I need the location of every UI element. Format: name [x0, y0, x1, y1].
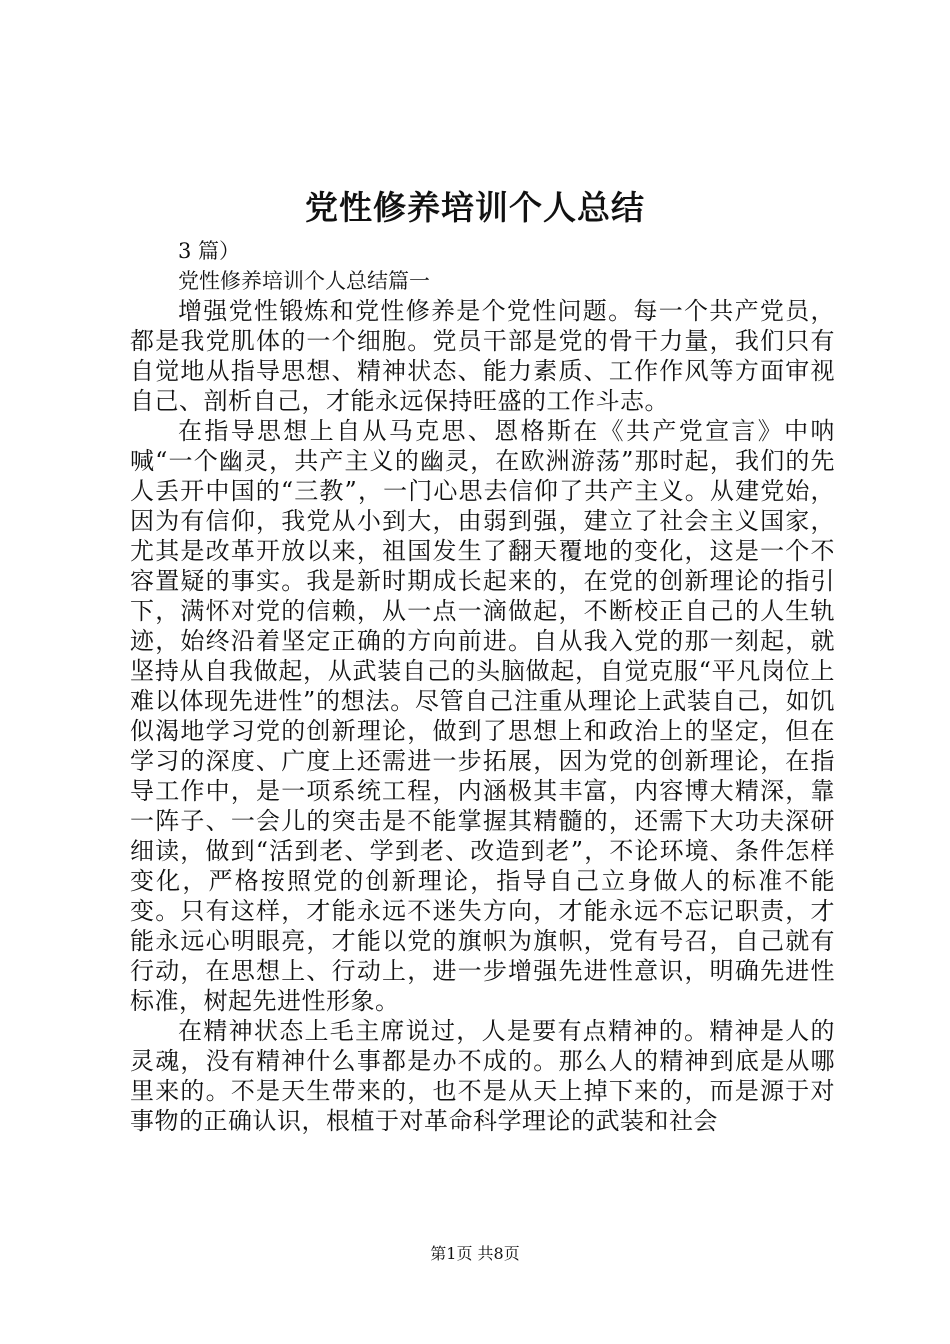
count-note: 3 篇）	[178, 239, 241, 263]
body-text	[130, 296, 835, 1136]
page-title: 党性修养培训个人总结	[305, 188, 645, 227]
paragraph: 增强党性锻炼和党性修养是个党性问题。每一个共产党员，都是我党肌体的一个细胞。党员干部是党的骨干力量，我们只有自觉地从指导思想、精神状态、能力素质、工作作风等方面审视自己、剖析自己，才能永远保持旺盛的工作斗志。	[130, 297, 835, 415]
paragraph: 在指导思想上自从马克思、恩格斯在《共产党宣言》中呐喊“一个幽灵，共产主义的幽灵，在欧洲游荡”那时起，我们的先人丢开中国的“三教”，一门心思去信仰了共产主义。从建党始，因为有信仰，我党从小到大，由弱到强，建立了社会主义国家，尤其是改革开放以来，祖国发生了翻天覆地的变化，这是一个不容置疑的事实。我是新时期成长起来的，在党的创新理论的指引下，满怀对党的信赖，从一点一滴做起，不断校正自己的人生轨迹，始终沿着坚定正确的方向前进。自从我入党的那一刻起，就坚持从自我做起，从武装自己的头脑做起，自觉克服“平凡岗位上难以体现先进性”的想法。尽管自己注重从理论上武装自己，如饥似渴地学习党的创新理论，做到了思想上和政治上的坚定，但在学习的深度、广度上还需进一步拓展，因为党的创新理论，在指导工作中，是一项系统工程，内涵极其丰富，内容博大精深，靠一阵子、一会儿的突击是不能掌握其精髓的，还需下大功夫深研细读，做到“活到老、学到老、改造到老”，不论环境、条件怎样变化，严格按照党的创新理论，指导自己立身做人的标准不能变。只有这样，才能永远不迷失方向，才能永远不忘记职责，才能永远心明眼亮，才能以党的旗帜为旗帜，党有号召，自己就有行动，在思想上、行动上，进一步增强先进性意识，明确先进性标准，树起先进性形象。	[130, 417, 835, 1015]
section-heading: 党性修养培训个人总结篇一	[178, 269, 430, 293]
page-number-footer: 第1页 共8页	[430, 1244, 520, 1263]
paragraph: 在精神状态上毛主席说过，人是要有点精神的。精神是人的灵魂，没有精神什么事都是办不成的。那么人的精神到底是从哪里来的。不是天生带来的，也不是从天上掉下来的，而是源于对事物的正确认识，根植于对革命科学理论的武装和社会	[130, 1017, 835, 1135]
